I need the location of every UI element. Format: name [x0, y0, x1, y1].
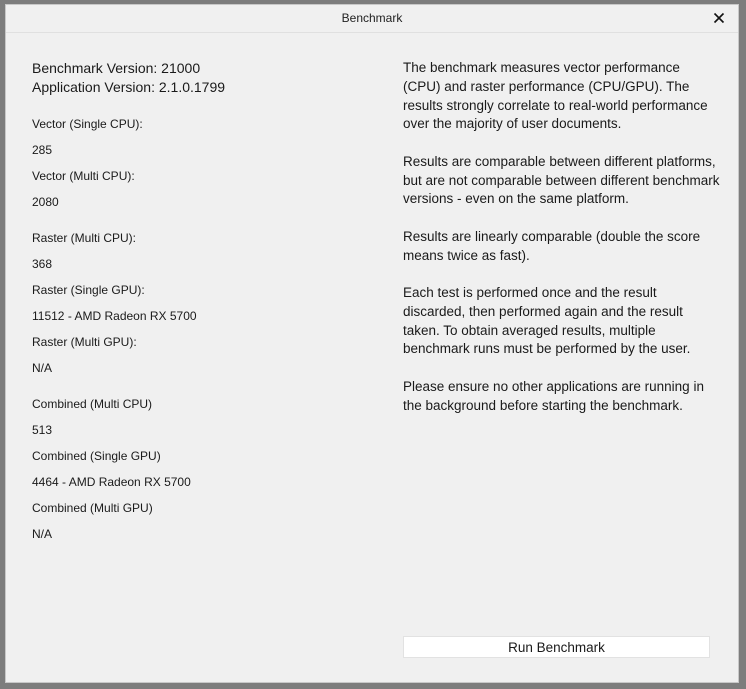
description-paragraph: Results are linearly comparable (double the score means twice as fast). [403, 228, 701, 263]
window-title: Benchmark [341, 11, 403, 25]
results-panel [32, 59, 362, 541]
description-paragraph: Results are comparable between different platforms, but are not comparable between different benchmark versions - even on the same platform. [403, 153, 720, 207]
vector-single-cpu-value: 285 [32, 143, 53, 157]
combined-single-gpu-label: Combined (Single GPU) [32, 449, 161, 463]
raster-single-gpu-value: 11512 - AMD Radeon RX 5700 [32, 309, 197, 323]
description-paragraph: The benchmark measures vector performance (CPU) and raster performance (CPU/GPU). The results strongly correlate to real-world performance over the majority of user documents. [403, 60, 708, 132]
description-paragraph: Each test is performed once and the result discarded, then performed again and the result taken. To obtain averaged results, multiple benchmark runs must be performed by the user. [403, 284, 691, 357]
raster-multi-cpu-label: Raster (Multi CPU): [32, 231, 137, 245]
combined-multi-cpu-value: 513 [32, 423, 53, 437]
close-button[interactable] [708, 7, 730, 29]
combined-multi-gpu-label: Combined (Multi GPU) [32, 501, 153, 515]
vector-multi-cpu-label: Vector (Multi CPU): [32, 169, 135, 183]
vector-single-cpu-label: Vector (Single CPU): [32, 117, 143, 131]
description-panel [403, 59, 721, 434]
raster-multi-gpu-label: Raster (Multi GPU): [32, 335, 137, 349]
run-benchmark-button[interactable]: Run Benchmark [403, 636, 710, 658]
combined-multi-cpu-label: Combined (Multi CPU) [32, 397, 153, 411]
benchmark-window [5, 4, 739, 683]
raster-multi-cpu-value: 368 [32, 257, 53, 271]
application-version: Application Version: 2.1.0.1799 [32, 79, 226, 95]
combined-single-gpu-value: 4464 - AMD Radeon RX 5700 [32, 475, 191, 489]
description-paragraph: Please ensure no other applications are running in the background before starting the benchmark. [403, 378, 704, 413]
raster-single-gpu-label: Raster (Single GPU): [32, 283, 145, 297]
benchmark-version: Benchmark Version: 21000 [32, 60, 201, 76]
close-icon[interactable] [713, 12, 725, 24]
vector-multi-cpu-value: 2080 [32, 195, 59, 209]
title-bar [6, 5, 738, 33]
combined-multi-gpu-value: N/A [32, 527, 53, 541]
raster-multi-gpu-value: N/A [32, 361, 53, 375]
